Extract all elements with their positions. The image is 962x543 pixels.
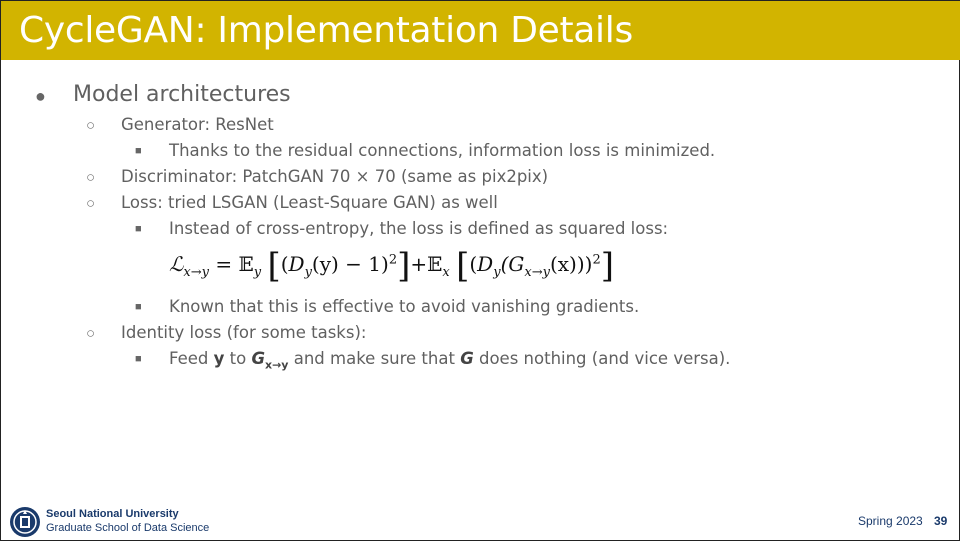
identity-post: does nothing (and vice versa). bbox=[473, 349, 731, 368]
university-logo-icon bbox=[9, 506, 41, 538]
school-name: Graduate School of Data Science bbox=[46, 522, 210, 534]
eq-term2-D: D bbox=[477, 252, 494, 276]
eq-term1-D: D bbox=[288, 252, 305, 276]
eq-term2-D-sub: y bbox=[493, 265, 501, 280]
eq-E1: 𝔼 bbox=[238, 252, 254, 276]
identity-sub: x→y bbox=[265, 358, 289, 372]
identity-G2: G bbox=[460, 349, 474, 368]
eq-rbracket-2: ] bbox=[600, 246, 614, 286]
loss-equation bbox=[169, 246, 614, 286]
bullet-square: ■ bbox=[135, 301, 142, 313]
bullet-dot: ● bbox=[35, 86, 46, 106]
eq-term1-rest: (y) − 1) bbox=[311, 252, 389, 276]
bullet-circle: ○ bbox=[86, 117, 96, 134]
item-loss-note: Instead of cross-entropy, the loss is defined as squared loss: bbox=[169, 219, 669, 238]
bullet-square: ■ bbox=[135, 223, 142, 235]
page-number: 39 bbox=[934, 514, 948, 528]
eq-term1-open: ( bbox=[280, 252, 289, 276]
eq-plus: + bbox=[410, 252, 428, 276]
item-loss-note2: Known that this is effective to avoid vanishing gradients. bbox=[169, 297, 640, 316]
identity-pre: Feed bbox=[169, 349, 214, 368]
eq-term2-G-sub: x→y bbox=[524, 265, 550, 280]
eq-E2: 𝔼 bbox=[427, 252, 443, 276]
eq-equals: = bbox=[208, 252, 239, 276]
item-model-architectures: Model architectures bbox=[73, 82, 291, 107]
item-loss: Loss: tried LSGAN (Least-Square GAN) as well bbox=[121, 193, 498, 212]
identity-y: y bbox=[213, 349, 225, 368]
eq-lbracket-2: [ bbox=[456, 246, 470, 286]
identity-mid: and make sure that bbox=[288, 349, 461, 368]
item-identity-note bbox=[169, 349, 730, 371]
bullet-circle: ○ bbox=[86, 325, 96, 342]
eq-rbracket-1: ] bbox=[397, 246, 411, 286]
bullet-circle: ○ bbox=[86, 169, 96, 186]
item-generator: Generator: ResNet bbox=[121, 115, 274, 134]
eq-E1-sub: y bbox=[253, 265, 262, 280]
slide-title: CycleGAN: Implementation Details bbox=[19, 10, 633, 51]
university-name: Seoul National University bbox=[46, 508, 179, 520]
bullet-circle: ○ bbox=[86, 195, 96, 212]
eq-L-sub: x→y bbox=[183, 265, 209, 280]
bullet-square: ■ bbox=[135, 353, 142, 365]
term-label: Spring 2023 bbox=[858, 514, 923, 528]
eq-term2-open: ( bbox=[469, 252, 478, 276]
item-identity: Identity loss (for some tasks): bbox=[121, 323, 367, 342]
identity-G: G bbox=[251, 349, 265, 368]
item-generator-note: Thanks to the residual connections, information loss is minimized. bbox=[169, 141, 716, 160]
eq-lbracket-1: [ bbox=[267, 246, 281, 286]
eq-sq2: 2 bbox=[592, 252, 601, 268]
item-discriminator: Discriminator: PatchGAN 70 × 70 (same as pix2pix) bbox=[121, 167, 549, 186]
eq-sq1: 2 bbox=[388, 252, 398, 268]
eq-L: ℒ bbox=[169, 252, 184, 276]
eq-E2-sub: x bbox=[442, 265, 450, 280]
eq-term2-G: (G bbox=[500, 252, 525, 276]
identity-to: to bbox=[224, 349, 252, 368]
eq-term1-D-sub: y bbox=[304, 265, 312, 280]
title-bar bbox=[1, 1, 960, 60]
bullet-square: ■ bbox=[135, 145, 142, 157]
eq-term2-rest: (x))) bbox=[549, 252, 593, 276]
